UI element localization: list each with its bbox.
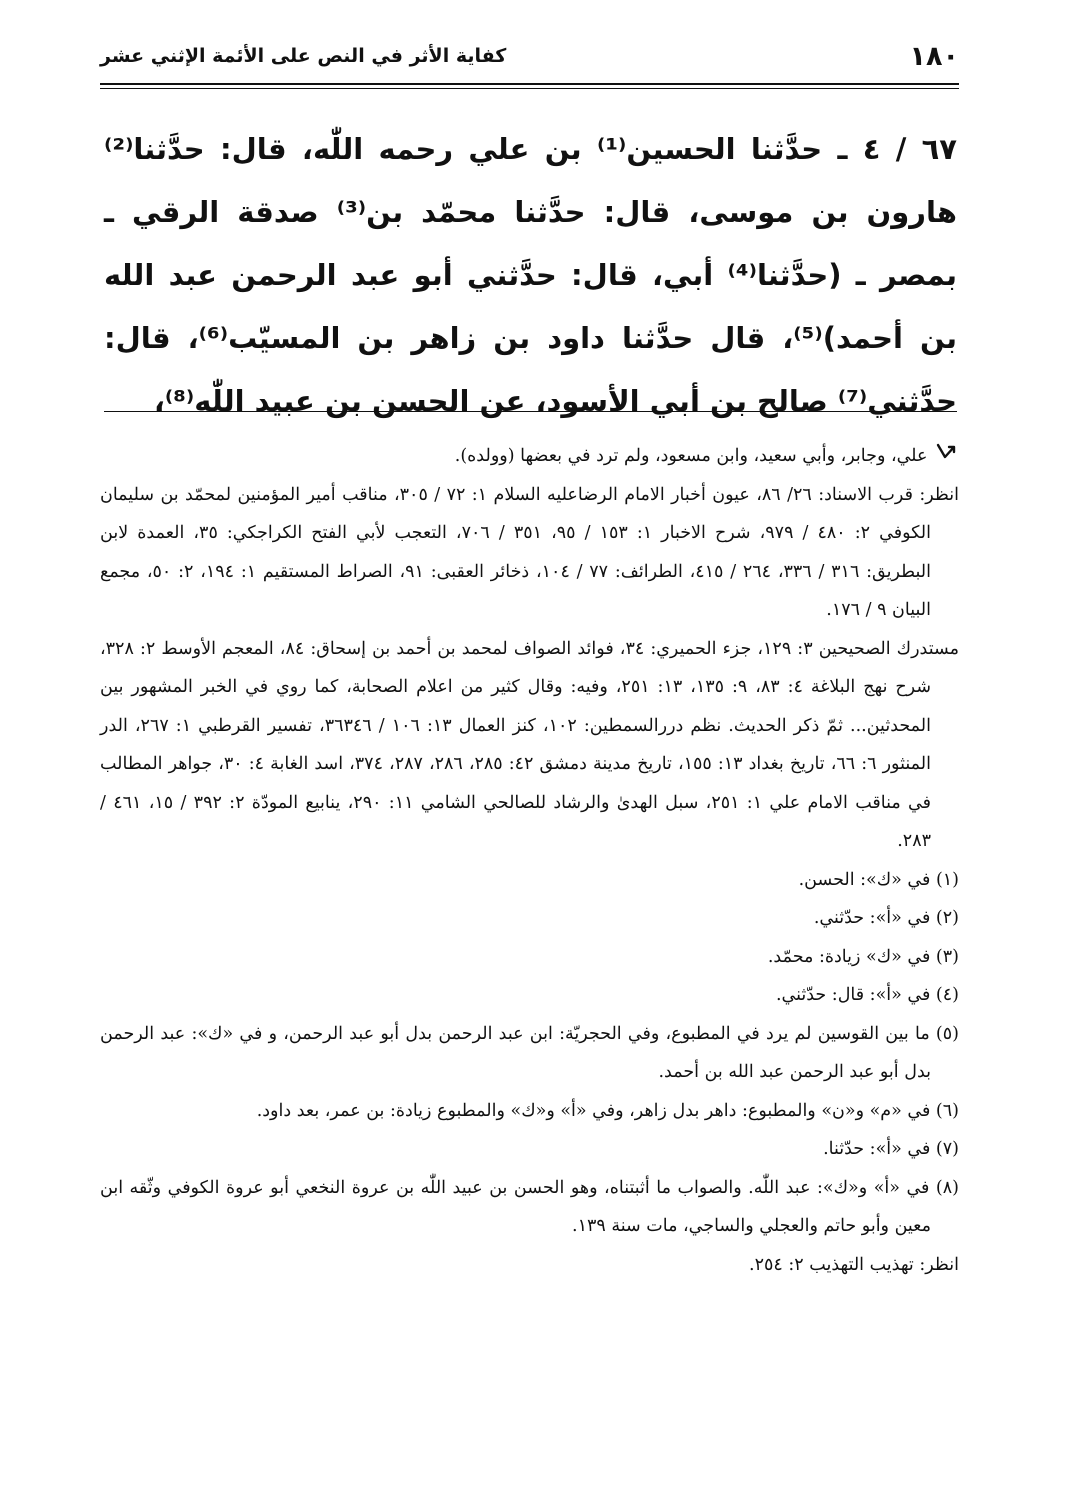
footnote-2: (٢) في «أ»: حدّثني.: [813, 908, 959, 928]
footnote-6: (٦) في «م» و«ن» والمطبوع: داهر بدل زاهر، وفي «أ» و«ك» والمطبوع زيادة: بن عمر، بعد داود.: [256, 1100, 959, 1121]
footnotes-section: [100, 437, 959, 1284]
footnote-sources-2: مستدرك الصحيحين ٣: ١٢٩، جزء الحميري: ٣٤، فوائد الصواف لمحمد بن أحمد بن إسحاق: ٨٤، المعجم الأوسط ٢: ٣٢٨، شرح نهج البلاغة ٤: ٨٣، ٩: ١٣٥، ١٣: ٢٥١، وفيه: وقال كثير من اعلام الصحابة، كما روي في الخبر المشهور بين المحدثين... ثمّ ذكر الحديث. نظم دررالسمطين: ١٠٢، كنز العمال ١٣: ١٠٦ / ٣٦٣٤٦، تفسير القرطبي ١: ٢٦٧، الدر المنثور ٦: ٦٦، تاريخ بغداد ١٣: ١٥٥، تاريخ مدينة دمشق ٤٢: ٢٨٥، ٢٨٦، ٢٨٧، ٣٧٤، اسد الغابة ٤: ٣٠، جواهر المطالب في مناقب الامام علي ١: ٢٥١، سبل الهدىٰ والرشاد للصالحي الشامي ١١: ٢٩٠، ينابيع المودّة ٢: ٣٩٢ / ١٥، ٤٦١ / ٢٨٣.: [100, 638, 959, 851]
continuation-icon: [933, 437, 959, 476]
hadith-text-block: [104, 118, 957, 433]
footnote-1: (١) في «ك»: الحسن.: [798, 869, 959, 890]
footnote-sources-1: انظر: قرب الاسناد: ٢٦/ ٨٦، عيون أخبار الامام الرضاعليه السلام ١: ٧٢ / ٣٠٥، مناقب أمير المؤمنين لمحمّد بن سليمان الكوفي ٢: ٤٨٠ / ٩٧٩، شرح الاخبار ١: ١٥٣ / ٩٥، ٣٥١ / ٧٠٦، التعجب لأبي الفتح الكراجكي: ٣٥، العمدة لابن البطريق: ٣١٦ / ٣٣٦، ٢٦٤ / ٤١٥، الطرائف: ٧٧ / ١٠٤، ذخائر العقبى: ٩١، الصراط المستقيم ١: ١٩٤، ٢: ٥٠، مجمع البيان ٩ / ١٧٦.: [100, 484, 959, 620]
footnote-3: (٣) في «ك» زيادة: محمّد.: [767, 946, 959, 967]
running-title: كفاية الأثر في النص على الأئمة الإثني عشر: [100, 45, 507, 67]
page-header: [100, 34, 959, 78]
footnote-4: (٤) في «أ»: قال: حدّثني.: [775, 985, 959, 1005]
header-rule: [100, 83, 959, 89]
footnote-7: (٧) في «أ»: حدّثنا.: [823, 1139, 959, 1159]
footnote-8: (٨) في «أ» و«ك»: عبد اللّٰه. والصواب ما أثبتناه، وهو الحسن بن عبيد اللّٰه بن عروة النخعي أبو عروة الكوفي وثّقه ابن معين وأبو حاتم والعجلي والساجي، مات سنة ١٣٩.: [100, 1177, 959, 1236]
hadith-text: حدَّثنا الحسين⁽¹⁾ بن علي رحمه اللّٰه، قال: حدَّثنا⁽²⁾ هارون بن موسى، قال: حدَّثنا محمّد بن⁽³⁾ صدقة الرقي ـ بمصر ـ (حدَّثنا⁽⁴⁾ أبي، قال: حدَّثني أبو عبد الرحمن عبد الله بن أحمد)⁽⁵⁾، قال حدَّثنا داود بن زاهر بن المسيّب⁽⁶⁾، قال: حدَّثني⁽⁷⁾ صالح بن أبي الأسود، عن الحسن بن عبيد اللّٰه⁽⁸⁾،: [104, 132, 958, 418]
page-number: ١٨٠: [909, 40, 959, 72]
footnote-5: (٥) ما بين القوسين لم يرد في المطبوع، وفي الحجريّة: ابن عبد الرحمن بدل أبو عبد الرحمن، و في «ك»: عبد الرحمن بدل أبو عبد الرحمن عبد الله بن أحمد.: [100, 1023, 959, 1082]
footnote-separator: [104, 411, 957, 412]
continuation-text: علي، وجابر، وأبي سعيد، وابن مسعود، ولم ترد في بعضها (وولده).: [454, 446, 928, 466]
footnote-final-reference: انظر: تهذيب التهذيب ٢: ٢٥٤.: [749, 1254, 959, 1275]
hadith-number: ٦٧ / ٤ ـ: [837, 132, 957, 166]
footnote-continuation: [100, 437, 959, 476]
